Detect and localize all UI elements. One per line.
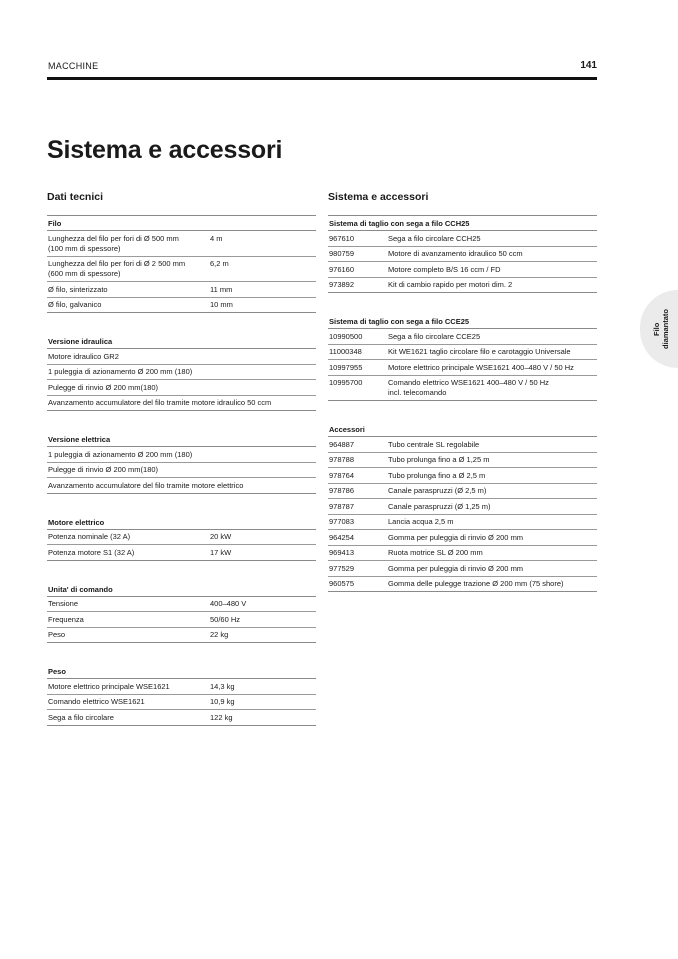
accessories-heading: Sistema e accessori (328, 191, 429, 203)
article-description: Sega a filo circolare CCH25 (388, 233, 481, 243)
spec-table (328, 314, 597, 401)
spec-value: 10 mm (210, 300, 233, 309)
spec-label: Potenza nominale (32 A) (48, 532, 131, 541)
spec-table (47, 334, 316, 411)
spec-label: Motore idraulico GR2 (48, 351, 119, 361)
spec-label: Sega a filo circolare (48, 712, 114, 722)
spec-label: Peso (48, 630, 66, 639)
spec-value: 122 kg (210, 712, 233, 722)
table-heading: Versione idraulica (47, 334, 316, 349)
article-description: Lancia acqua 2,5 m (388, 517, 454, 526)
table-row (47, 380, 316, 396)
article-number: 978788 (329, 455, 355, 464)
table-row (47, 628, 316, 644)
spec-value: 17 kW (210, 547, 232, 557)
table-row (328, 577, 597, 593)
spec-label: Comando elettrico WSE1621 (48, 697, 145, 706)
article-description: Motore elettrico principale WSE1621 400–480 V / 50 Hz (388, 362, 574, 372)
article-description: Comando elettrico WSE1621 400–480 V / 50 Hz incl. telecomando (388, 378, 549, 397)
spec-value: 4 m (210, 233, 223, 243)
spec-label: Avanzamento accumulatore del filo tramite motore idraulico 50 ccm (48, 398, 272, 407)
spec-label: Frequenza (48, 614, 84, 624)
article-description: Canale paraspruzzi (Ø 2,5 m) (388, 486, 487, 495)
spec-value: 11 mm (210, 284, 233, 294)
spec-table (47, 515, 316, 561)
article-description: Motore completo B/S 16 ccm / FD (388, 264, 501, 274)
table-row (328, 468, 597, 484)
article-description: Kit WE1621 taglio circolare filo e carotaggio Universale (388, 347, 571, 356)
article-number: 977529 (329, 563, 355, 573)
table-row (47, 597, 316, 613)
spec-label: Ø filo, sinterizzato (48, 284, 108, 294)
table-row (47, 282, 316, 298)
article-number: 967610 (329, 233, 355, 243)
table-row (47, 463, 316, 479)
table-row (328, 453, 597, 469)
spec-value: 22 kg (210, 630, 229, 639)
table-row (328, 499, 597, 515)
article-number: 10995700 (329, 378, 363, 387)
table-heading: Unita' di comando (47, 582, 316, 597)
article-number: 978787 (329, 501, 355, 511)
article-description: Ruota motrice SL Ø 200 mm (388, 548, 483, 557)
spec-value: 400–480 V (210, 599, 247, 608)
spec-label: 1 puleggia di azionamento Ø 200 mm (180) (48, 449, 193, 459)
technical-data-column (47, 191, 316, 747)
spec-label: Lunghezza del filo per fori di Ø 2 500 mm (600 mm di spessore) (48, 259, 186, 278)
article-number: 978786 (329, 486, 355, 495)
page-title: Sistema e accessori (47, 136, 283, 164)
article-number: 10990500 (329, 331, 363, 341)
spec-label: 1 puleggia di azionamento Ø 200 mm (180) (48, 367, 193, 376)
table-row (47, 257, 316, 283)
table-row (328, 278, 597, 294)
table-row (328, 329, 597, 345)
table-row (328, 530, 597, 546)
spec-label: Tensione (48, 599, 79, 608)
table-row (47, 695, 316, 711)
side-tab-line2: diamantato (661, 309, 670, 350)
page-number: 141 (580, 60, 597, 71)
spec-value: 10,9 kg (210, 697, 235, 706)
table-heading: Sistema di taglio con sega a filo CCE25 (328, 314, 597, 329)
table-heading: Peso (47, 664, 316, 679)
spec-table (328, 422, 597, 592)
table-row (328, 247, 597, 263)
table-row (328, 231, 597, 247)
article-description: Gomma per puleggia di rinvio Ø 200 mm (388, 532, 524, 542)
accessories-tables (328, 215, 597, 592)
technical-data-tables (47, 215, 316, 726)
table-row (47, 365, 316, 381)
section-label: MACCHINE (48, 61, 99, 71)
table-row (47, 396, 316, 412)
side-tab-label (652, 300, 670, 358)
article-description: Gomma delle pulegge trazione Ø 200 mm (75 shore) (388, 579, 564, 588)
table-row (328, 262, 597, 278)
spec-table (47, 582, 316, 644)
spec-value: 50/60 Hz (210, 614, 241, 624)
table-row (328, 376, 597, 402)
table-row (328, 360, 597, 376)
spec-label: Pulegge di rinvio Ø 200 mm(180) (48, 465, 159, 474)
article-number: 960575 (329, 579, 355, 588)
table-heading: Sistema di taglio con sega a filo CCH25 (328, 215, 597, 231)
article-description: Tubo centrale SL regolabile (388, 439, 480, 449)
table-row (47, 478, 316, 494)
table-row (47, 349, 316, 365)
article-description: Tubo prolunga fino a Ø 1,25 m (388, 455, 490, 464)
article-number: 977083 (329, 517, 355, 526)
side-tab-line1: Filo (652, 322, 661, 336)
table-row (328, 561, 597, 577)
spec-label: Potenza motore S1 (32 A) (48, 547, 135, 557)
article-description: Tubo prolunga fino a Ø 2,5 m (388, 470, 486, 480)
table-heading: Motore elettrico (47, 515, 316, 530)
spec-label: Lunghezza del filo per fori di Ø 500 mm (100 mm di spessore) (48, 233, 179, 253)
article-number: 980759 (329, 249, 355, 258)
spec-label: Avanzamento accumulatore del filo tramite motore elettrico (48, 480, 244, 490)
table-row (328, 345, 597, 361)
table-heading: Accessori (328, 422, 597, 437)
article-number: 973892 (329, 280, 355, 289)
article-number: 964254 (329, 532, 355, 542)
spec-value: 20 kW (210, 532, 232, 541)
spec-table (328, 215, 597, 293)
table-row (47, 710, 316, 726)
spec-value: 14,3 kg (210, 681, 235, 691)
table-heading: Filo (47, 215, 316, 231)
spec-table (47, 664, 316, 726)
table-row (47, 612, 316, 628)
accessories-column (328, 191, 597, 613)
spec-label: Pulegge di rinvio Ø 200 mm(180) (48, 382, 159, 392)
article-number: 978764 (329, 470, 355, 480)
table-row (328, 437, 597, 453)
spec-table (47, 215, 316, 313)
article-number: 964887 (329, 439, 355, 449)
article-number: 976160 (329, 264, 355, 274)
table-row (47, 298, 316, 314)
table-row (47, 679, 316, 695)
spec-table (47, 432, 316, 494)
table-row (47, 447, 316, 463)
article-description: Sega a filo circolare CCE25 (388, 331, 481, 341)
table-row (47, 530, 316, 546)
header-rule (47, 77, 597, 80)
table-row (328, 515, 597, 531)
spec-label: Motore elettrico principale WSE1621 (48, 681, 170, 691)
table-row (328, 484, 597, 500)
spec-label: Ø filo, galvanico (48, 300, 102, 309)
article-description: Canale paraspruzzi (Ø 1,25 m) (388, 501, 491, 511)
article-number: 969413 (329, 548, 355, 557)
article-number: 11000348 (329, 347, 362, 356)
table-row (47, 231, 316, 257)
spec-value: 6,2 m (210, 259, 229, 268)
table-heading: Versione elettrica (47, 432, 316, 447)
article-description: Motore di avanzamento idraulico 50 ccm (388, 249, 523, 258)
technical-data-heading: Dati tecnici (47, 191, 104, 203)
table-row (47, 545, 316, 561)
table-row (328, 546, 597, 562)
article-description: Kit di cambio rapido per motori dim. 2 (388, 280, 513, 289)
article-description: Gomma per puleggia di rinvio Ø 200 mm (388, 563, 524, 573)
article-number: 10997955 (329, 362, 363, 372)
